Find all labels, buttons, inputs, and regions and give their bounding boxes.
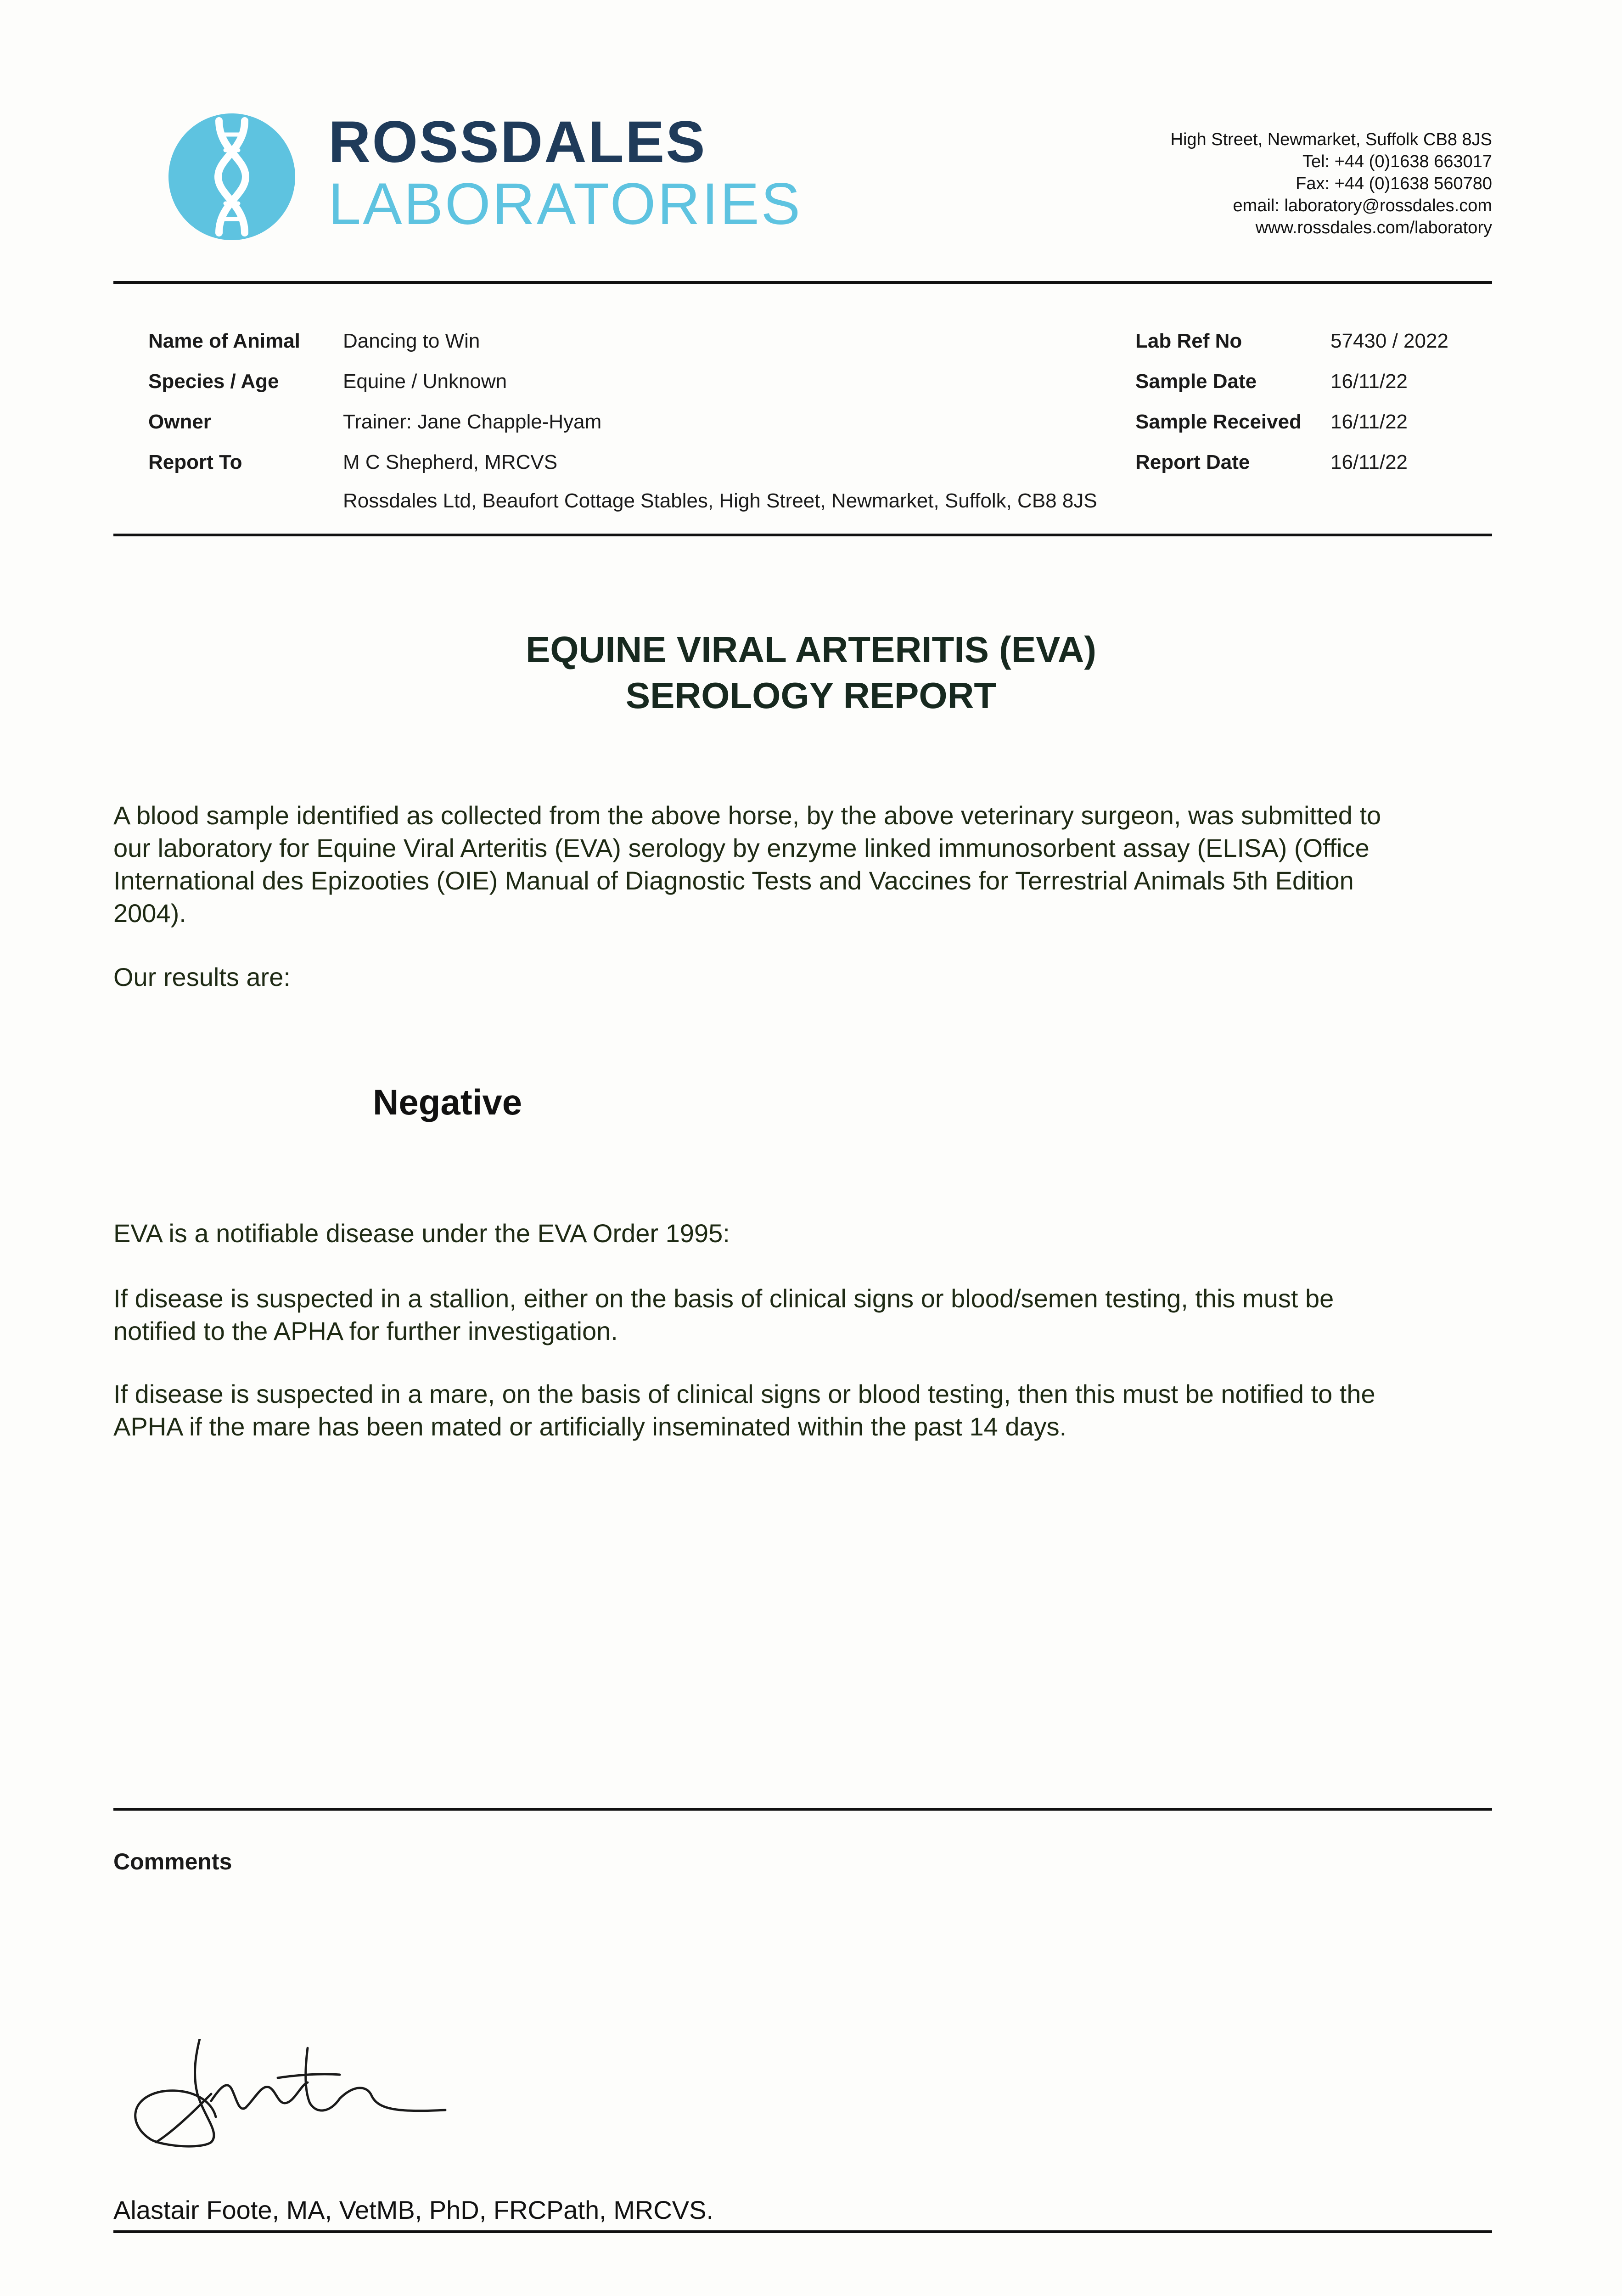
dna-helix-icon	[168, 113, 296, 241]
info-divider	[113, 534, 1492, 536]
owner-value: Trainer: Jane Chapple-Hyam	[343, 411, 602, 433]
sample-received-value: 16/11/22	[1330, 411, 1408, 433]
owner-label: Owner	[148, 411, 211, 433]
mare-paragraph	[113, 1378, 1492, 1443]
comments-label: Comments	[113, 1849, 232, 1874]
report-date-value: 16/11/22	[1330, 451, 1408, 473]
results-intro: Our results are:	[113, 962, 291, 991]
intro-line: A blood sample identified as collected from the above horse, by the above veterinary surgeon, was submitted to	[113, 801, 1381, 830]
contact-tel: Tel: +44 (0)1638 663017	[1302, 152, 1492, 171]
stallion-paragraph	[113, 1282, 1492, 1347]
lab-ref-value: 57430 / 2022	[1330, 330, 1448, 352]
report-title-line2: SEROLOGY REPORT	[625, 675, 997, 716]
report-title-line1: EQUINE VIRAL ARTERITIS (EVA)	[525, 629, 1097, 670]
comments-divider	[113, 1808, 1492, 1811]
contact-fax: Fax: +44 (0)1638 560780	[1296, 174, 1492, 193]
notifiable-statement: EVA is a notifiable disease under the EVA Order 1995:	[113, 1219, 730, 1248]
mare-line: APHA if the mare has been mated or artificially inseminated within the past 14 days.	[113, 1412, 1067, 1441]
header-divider	[113, 281, 1492, 284]
species-age-value: Equine / Unknown	[343, 370, 507, 393]
mare-line: If disease is suspected in a mare, on the basis of clinical signs or blood testing, then this must be notified to the	[113, 1379, 1375, 1408]
intro-line: International des Epizooties (OIE) Manual of Diagnostic Tests and Vaccines for Terrestrial Animals 5th Edition	[113, 866, 1354, 895]
lab-ref-label: Lab Ref No	[1135, 330, 1242, 352]
contact-block	[1171, 129, 1492, 239]
contact-website[interactable]: www.rossdales.com/laboratory	[1255, 218, 1492, 237]
report-to-value: M C Shepherd, MRCVS	[343, 451, 558, 473]
intro-line: 2004).	[113, 899, 186, 928]
report-title	[0, 627, 1622, 719]
name-of-animal-label: Name of Animal	[148, 330, 300, 352]
brand-name-line2: LABORATORIES	[328, 171, 802, 237]
stallion-line: If disease is suspected in a stallion, either on the basis of clinical signs or blood/semen testing, this must be	[113, 1284, 1334, 1313]
name-of-animal-value: Dancing to Win	[343, 330, 480, 352]
report-date-label: Report Date	[1135, 451, 1250, 473]
stallion-line: notified to the APHA for further investigation.	[113, 1317, 618, 1345]
intro-paragraph	[113, 799, 1492, 929]
brand-name-line1: ROSSDALES	[328, 109, 707, 175]
contact-address: High Street, Newmarket, Suffolk CB8 8JS	[1170, 130, 1492, 149]
species-age-label: Species / Age	[148, 370, 279, 393]
report-to-label: Report To	[148, 451, 242, 473]
footer-divider	[113, 2230, 1492, 2233]
sample-date-label: Sample Date	[1135, 370, 1257, 393]
result-value: Negative	[373, 1082, 522, 1122]
sample-date-value: 16/11/22	[1330, 370, 1408, 393]
signatory-name: Alastair Foote, MA, VetMB, PhD, FRCPath, MRCVS.	[113, 2195, 714, 2224]
signature-image	[124, 2039, 473, 2158]
intro-line: our laboratory for Equine Viral Arteritis (EVA) serology by enzyme linked immunosorbent assay (ELISA) (Office	[113, 833, 1369, 862]
contact-email[interactable]: email: laboratory@rossdales.com	[1233, 196, 1492, 215]
report-to-address: Rossdales Ltd, Beaufort Cottage Stables, High Street, Newmarket, Suffolk, CB8 8JS	[343, 490, 1097, 512]
sample-received-label: Sample Received	[1135, 411, 1302, 433]
